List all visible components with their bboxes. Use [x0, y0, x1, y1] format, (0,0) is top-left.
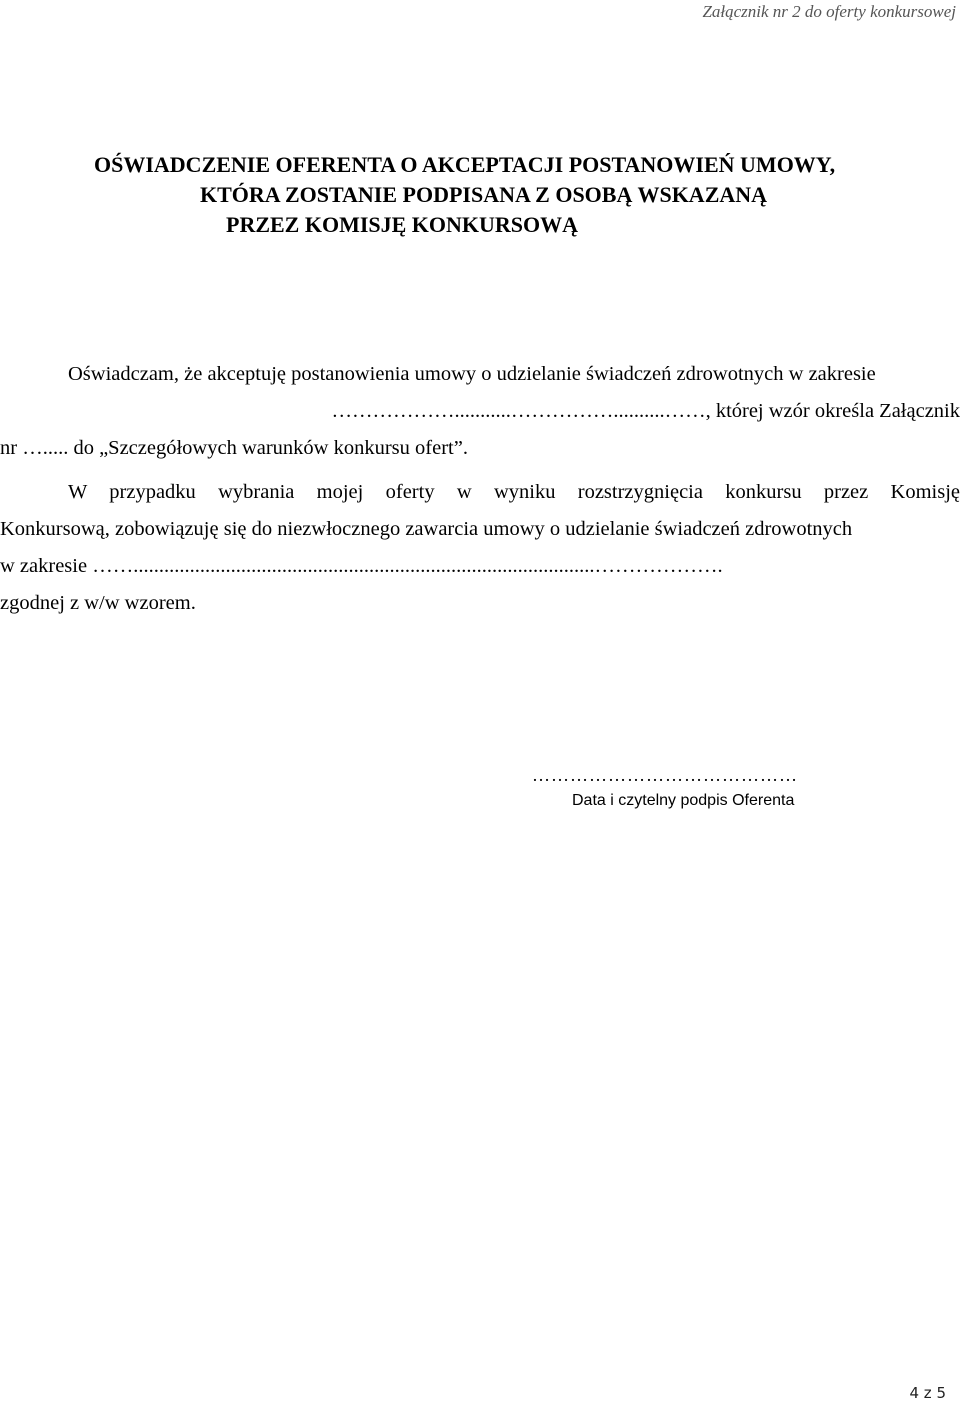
paragraph1-line-1: Oświadczam, że akceptuję postanowienia umowy o udzielanie świadczeń zdrowotnych w zakresie	[68, 363, 876, 385]
signature-line: ……………………………………	[532, 765, 798, 785]
declaration-paragraph	[0, 356, 960, 467]
paragraph1-line-3: nr …..... do „Szczegółowych warunków konkursu ofert”.	[0, 437, 468, 459]
paragraph2-line-4: zgodnej z w/w wzorem.	[0, 592, 196, 614]
signature-block	[532, 764, 852, 810]
title-line-1: OŚWIADCZENIE OFERENTA O AKCEPTACJI POSTANOWIEŃ UMOWY,	[94, 152, 836, 177]
title-line-2: KTÓRA ZOSTANIE PODPISANA Z OSOBĄ WSKAZANĄ	[200, 182, 768, 207]
attachment-note: Załącznik nr 2 do oferty konkursowej	[702, 2, 956, 21]
paragraph2-line-3: w zakresie ……..........................................................................................……………….	[0, 555, 723, 577]
signature-label: Data i czytelny podpis Oferenta	[572, 792, 795, 809]
page-number: 4 z 5	[909, 1384, 946, 1402]
paragraph2-line-2: Konkursową, zobowiązuję się do niezwłocznego zawarcia umowy o udzielanie świadczeń zdrowotnych	[0, 518, 853, 540]
document-title	[94, 150, 894, 240]
paragraph2-line-1: W przypadku wybrania mojej oferty w wyniku rozstrzygnięcia konkursu przez Komisję	[68, 481, 960, 503]
paragraph1-line-2: ………………...........……………..........……, której wzór określa Załącznik	[331, 400, 960, 422]
obligation-paragraph	[0, 474, 960, 622]
title-line-3: PRZEZ KOMISJĘ KONKURSOWĄ	[226, 212, 579, 237]
